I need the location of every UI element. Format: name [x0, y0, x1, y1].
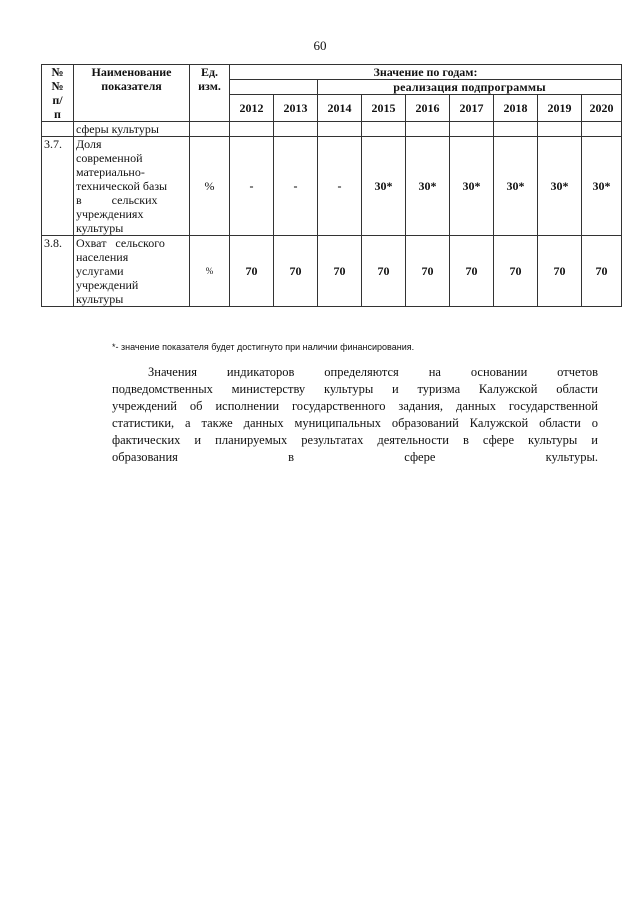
row-value: 70: [582, 236, 622, 307]
paragraph-line: фактических и планируемых результатах деятельности в сфере культуры и: [112, 433, 598, 447]
header-subprogram: реализация подпрограммы: [318, 80, 622, 95]
body-paragraph: [112, 364, 598, 466]
row-value: 30*: [406, 137, 450, 236]
row-value: 70: [318, 236, 362, 307]
paragraph-line: Значения индикаторов определяются на основании отчетов: [148, 365, 598, 379]
header-year: 2013: [274, 95, 318, 122]
row-value: 30*: [494, 137, 538, 236]
header-spacer: [230, 80, 318, 95]
row-value: 70: [450, 236, 494, 307]
header-year: 2016: [406, 95, 450, 122]
header-year: 2019: [538, 95, 582, 122]
row-value: 70: [494, 236, 538, 307]
header-year: 2020: [582, 95, 622, 122]
row-value: 70: [538, 236, 582, 307]
row-number: 3.7.: [42, 137, 74, 236]
paragraph-line: учреждений об исполнении государственного задания, данных государственной: [112, 399, 598, 413]
indicators-table: [41, 64, 622, 307]
table-row: [42, 122, 622, 137]
row-value: 30*: [450, 137, 494, 236]
row-name: Доля современной материально- технической базы в сельских учреждениях культуры: [74, 137, 190, 236]
row-name: сферы культуры: [74, 122, 190, 137]
header-year: 2018: [494, 95, 538, 122]
row-value: -: [274, 137, 318, 236]
header-year: 2017: [450, 95, 494, 122]
paragraph-line: статистики, а также данных муниципальных образований Калужской области о: [112, 416, 598, 430]
row-unit: %: [190, 137, 230, 236]
row-value: 70: [274, 236, 318, 307]
row-unit: %: [190, 236, 230, 307]
row-value: -: [230, 137, 274, 236]
row-number: [42, 122, 74, 137]
paragraph-line: подведомственных министерству культуры и туризма Калужской области: [112, 382, 598, 396]
row-value: 70: [230, 236, 274, 307]
header-name: Наименование показателя: [74, 65, 190, 122]
footnote: *- значение показателя будет достигнуто при наличии финансирования.: [112, 342, 415, 352]
header-values-title: Значение по годам:: [230, 65, 622, 80]
row-name: Охват сельского населения услугами учреждений культуры: [74, 236, 190, 307]
row-number: 3.8.: [42, 236, 74, 307]
row-value: 30*: [538, 137, 582, 236]
table-row: [42, 236, 622, 307]
row-value: 30*: [362, 137, 406, 236]
header-unit: Ед. изм.: [190, 65, 230, 122]
row-value: -: [318, 137, 362, 236]
row-value: 70: [406, 236, 450, 307]
row-value: 70: [362, 236, 406, 307]
paragraph-line: образования в сфере культуры.: [112, 450, 598, 464]
header-number: № № п/ п: [42, 65, 74, 122]
header-year: 2012: [230, 95, 274, 122]
header-year: 2015: [362, 95, 406, 122]
header-year: 2014: [318, 95, 362, 122]
page-number: 60: [313, 38, 327, 53]
row-value: 30*: [582, 137, 622, 236]
table-row: [42, 137, 622, 236]
